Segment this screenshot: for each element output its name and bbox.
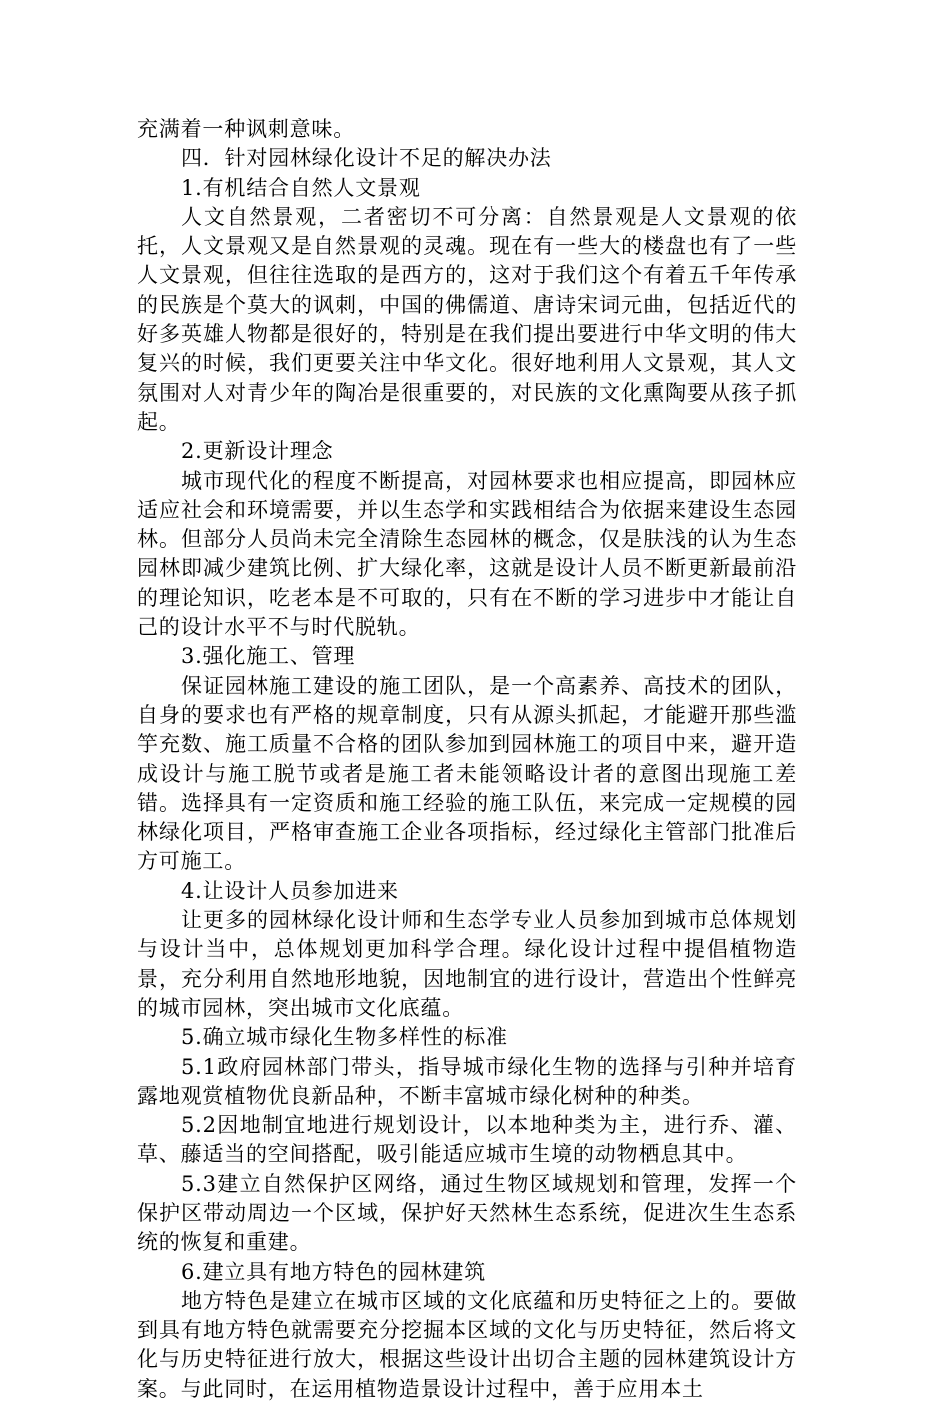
subsection-heading: 4.让设计人员参加进来	[181, 878, 399, 903]
body-paragraph: 5.3建立自然保护区网络，通过生物区域规划和管理，发挥一个保护区带动周边一个区域，保护好天然林生态系统，促进次生生态系统的恢复和重建。	[137, 1171, 797, 1255]
subsection-heading: 3.强化施工、管理	[181, 644, 356, 669]
document-page	[137, 115, 797, 1404]
body-paragraph: 5.2因地制宜地进行规划设计，以本地种类为主，进行乔、灌、草、藤适当的空间搭配，吸引能适应城市生境的动物栖息其中。	[137, 1113, 797, 1167]
subsection-heading: 2.更新设计理念	[181, 439, 334, 464]
subsection-heading: 5.确立城市绿化生物多样性的标准	[181, 1025, 508, 1050]
body-paragraph: 让更多的园林绿化设计师和生态学专业人员参加到城市总体规划与设计当中，总体规划更加科学合理。绿化设计过程中提倡植物造景，充分利用自然地形地貌，因地制宜的进行设计，营造出个性鲜亮的城市园林，突出城市文化底蕴。	[137, 908, 797, 1020]
body-paragraph: 5.1政府园林部门带头，指导城市绿化生物的选择与引种并培育露地观赏植物优良新品种，不断丰富城市绿化树种的种类。	[137, 1054, 797, 1108]
body-paragraph: 地方特色是建立在城市区域的文化底蕴和历史特征之上的。要做到具有地方特色就需要充分挖掘本区域的文化与历史特征，然后将文化与历史特征进行放大，根据这些设计出切合主题的园林建筑设计方案。与此同时，在运用植物造景设计过程中，善于应用本土	[137, 1288, 797, 1401]
subsection-heading: 6.建立具有地方特色的园林建筑	[181, 1259, 487, 1284]
paragraph-continuation: 充满着一种讽刺意味。	[137, 117, 355, 141]
subsection-heading: 1.有机结合自然人文景观	[181, 175, 421, 200]
body-paragraph: 城市现代化的程度不断提高，对园林要求也相应提高，即园林应适应社会和环境需要，并以生态学和实践相结合为依据来建设生态园林。但部分人员尚未完全清除生态园林的概念，仅是肤浅的认为生态园林即减少建筑比例、扩大绿化率，这就是设计人员不断更新最前沿的理论知识，吃老本是不可取的，只有在不断的学习进步中才能让自己的设计水平不与时代脱轨。	[137, 468, 797, 640]
section-heading: 四．针对园林绿化设计不足的解决办法	[181, 146, 552, 171]
body-paragraph: 保证园林施工建设的施工团队，是一个高素养、高技术的团队，自身的要求也有严格的规章制度，只有从源头抓起，才能避开那些滥竽充数、施工质量不合格的团队参加到园林施工的项目中来，避开造成设计与施工脱节或者是施工者未能领略设计者的意图出现施工差错。选择具有一定资质和施工经验的施工队伍，来完成一定规模的园林绿化项目，严格审查施工企业各项指标，经过绿化主管部门批准后方可施工。	[137, 673, 797, 874]
body-paragraph: 人文自然景观，二者密切不可分离：自然景观是人文景观的依托，人文景观又是自然景观的灵魂。现在有一些大的楼盘也有了一些人文景观，但往往选取的是西方的，这对于我们这个有着五千年传承的民族是个莫大的讽刺，中国的佛儒道、唐诗宋词元曲，包括近代的好多英雄人物都是很好的，特别是在我们提出要进行中华文明的伟大复兴的时候，我们更要关注中华文化。很好地利用人文景观，其人文氛围对人对青少年的陶冶是很重要的，对民族的文化熏陶要从孩子抓起。	[137, 204, 797, 434]
